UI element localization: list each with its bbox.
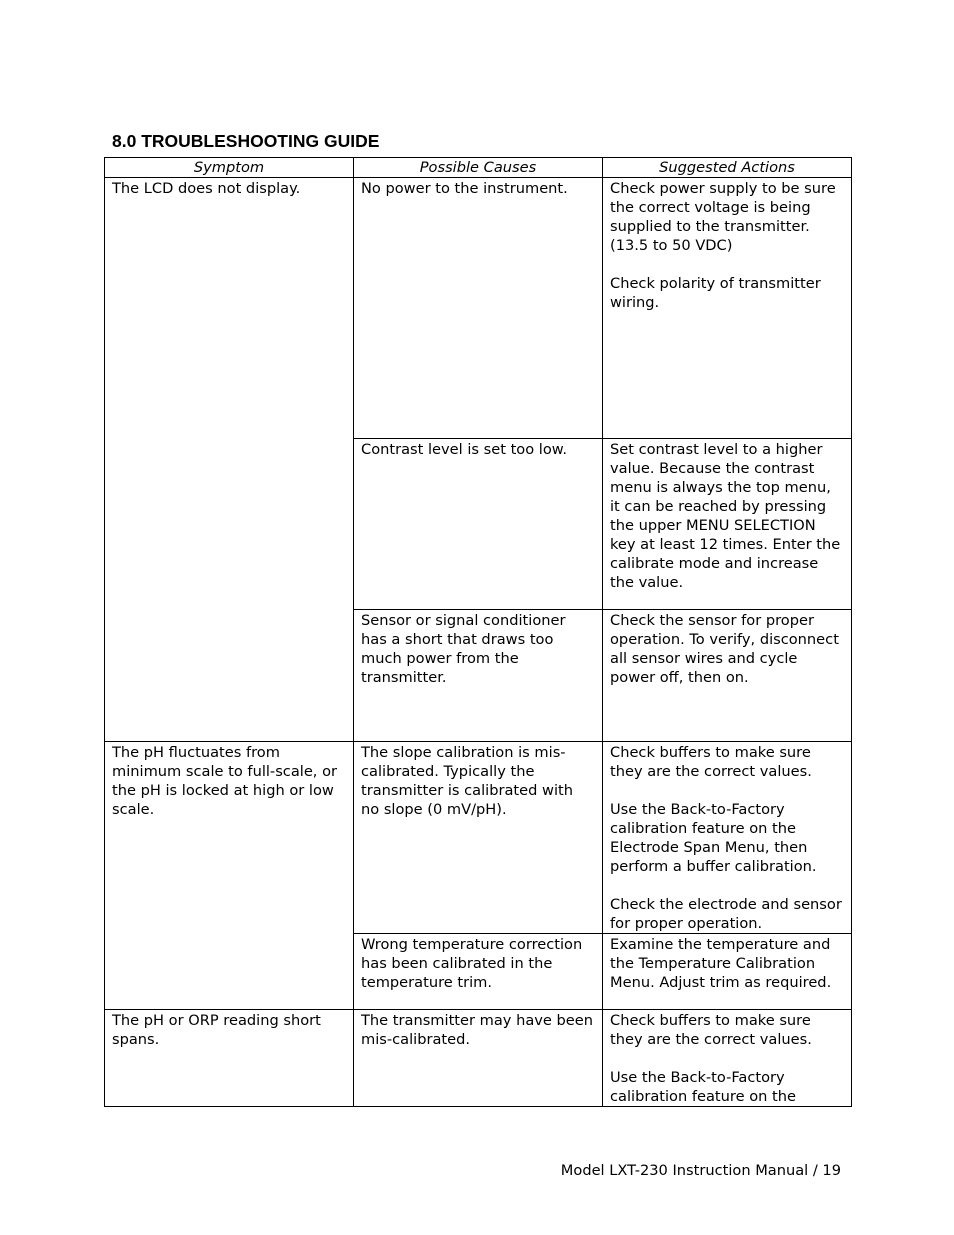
table-row [105, 1010, 852, 1107]
cause-cell: The slope calibration is mis-calibrated. Typically the transmitter is calibrated with no slope (0 mV/pH). [354, 742, 603, 934]
cause-cell: Sensor or signal conditioner has a short that draws too much power from the transmitter. [354, 610, 603, 742]
cause-cell: No power to the instrument. [354, 178, 603, 439]
action-text: Examine the temperature and the Temperature Calibration Menu. Adjust trim as required. [610, 936, 832, 991]
action-text: Use the Back-to-Factory calibration feature on the Electrode Span Menu, then perform a buffer calibration. [610, 801, 817, 875]
cause-cell: Wrong temperature correction has been calibrated in the temperature trim. [354, 934, 603, 1010]
action-text: Check polarity of transmitter wiring. [610, 275, 821, 311]
action-text: Check buffers to make sure they are the correct values. [610, 744, 812, 780]
cause-cell: Contrast level is set too low. [354, 439, 603, 610]
actions-cell [603, 1010, 852, 1107]
actions-cell [603, 439, 852, 610]
symptom-cell: The pH or ORP reading short spans. [105, 1010, 354, 1107]
action-text: Check power supply to be sure the correct voltage is being supplied to the transmitter. (13.5 to 50 VDC) [610, 180, 836, 254]
action-text: Check buffers to make sure they are the correct values. [610, 1012, 812, 1048]
header-possible-causes: Possible Causes [354, 158, 603, 178]
table-header-row [105, 158, 852, 178]
symptom-cell: The pH fluctuates from minimum scale to full-scale, or the pH is locked at high or low scale. [105, 742, 354, 1010]
table-row [105, 178, 852, 439]
troubleshooting-table [104, 157, 852, 1107]
action-text: Check the sensor for proper operation. To verify, disconnect all sensor wires and cycle power off, then on. [610, 612, 839, 686]
page-footer: Model LXT-230 Instruction Manual / 19 [560, 1162, 841, 1179]
actions-cell [603, 178, 852, 439]
actions-cell [603, 742, 852, 934]
header-suggested-actions: Suggested Actions [603, 158, 852, 178]
action-text: Check the electrode and sensor for proper operation. [610, 896, 842, 932]
actions-cell [603, 610, 852, 742]
symptom-cell: The LCD does not display. [105, 178, 354, 742]
table-row [105, 742, 852, 934]
action-text: Use the Back-to-Factory calibration feature on the [610, 1069, 796, 1105]
header-symptom: Symptom [105, 158, 354, 178]
section-title: 8.0 TROUBLESHOOTING GUIDE [112, 131, 380, 151]
action-text: Set contrast level to a higher value. Because the contrast menu is always the top menu, it can be reached by pressing the upper MENU SELECTION key at least 12 times. Enter the calibrate mode and increase the value. [610, 441, 841, 591]
actions-cell [603, 934, 852, 1010]
cause-cell: The transmitter may have been mis-calibrated. [354, 1010, 603, 1107]
